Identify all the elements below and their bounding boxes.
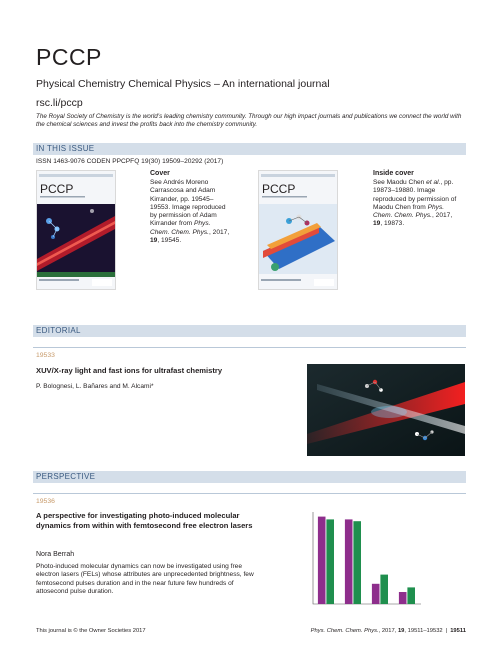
perspective-abstract: Photo-induced molecular dynamics can now be investigated using free electron lasers (FELs) whose attributes are unprecedented brightness, few femtosecond pulses duration and in the near future few hundreds of attosecond pulse duration. bbox=[36, 563, 254, 595]
chart-bar bbox=[326, 519, 334, 604]
issue-info: ISSN 1463-9076 CODEN PPCPFQ 19(30) 19509–20292 (2017) bbox=[36, 158, 224, 165]
footer-copyright: This journal is © the Owner Societies 2017 bbox=[36, 628, 146, 634]
chart-bar bbox=[345, 519, 353, 604]
chart-bar bbox=[353, 521, 361, 604]
journal-url[interactable]: rsc.li/pccp bbox=[36, 97, 83, 109]
journal-logo: PCCP bbox=[36, 44, 102, 70]
editorial-heading: EDITORIAL bbox=[33, 325, 466, 337]
perspective-bar-chart bbox=[307, 508, 425, 608]
editorial-rule bbox=[33, 347, 466, 348]
cover-illustration bbox=[37, 171, 115, 289]
inside-cover-label: Inside cover bbox=[373, 170, 414, 177]
perspective-page-number: 19536 bbox=[36, 498, 55, 505]
editorial-illustration bbox=[307, 364, 465, 456]
perspective-chart bbox=[307, 508, 425, 608]
cover-image bbox=[36, 170, 116, 290]
perspective-authors: Nora Berrah bbox=[36, 551, 75, 558]
editorial-authors: P. Bolognesi, L. Bañares and M. Alcami* bbox=[36, 383, 154, 390]
cover-description: See Andrés Moreno Carrascosa and Adam Kirrander, pp. 19545–19553. Image reproduced by permission of Adam Kirrander from Phys. Chem. Chem. Phys., 2017, 19, 19545. bbox=[150, 179, 230, 245]
perspective-rule bbox=[33, 493, 466, 494]
inside-cover-description: See Maodu Chen et al., pp. 19873–19880. Image reproduced by permission of Maodu Chen from Phys. Chem. Chem. Phys., 2017, 19, 19873. bbox=[373, 179, 457, 228]
rsc-blurb: The Royal Society of Chemistry is the world’s leading chemistry community. Through our high impact journals and publications we connect the world with the chemical sciences and invest the profits back into the chemistry community. bbox=[36, 113, 462, 128]
editorial-title[interactable]: XUV/X-ray light and fast ions for ultrafast chemistry bbox=[36, 366, 223, 375]
inside-cover-logo: PCCP bbox=[262, 182, 296, 196]
perspective-title[interactable]: A perspective for investigating photo-induced molecular dynamics from within with femtosecond free electron lasers bbox=[36, 511, 253, 530]
chart-bar bbox=[372, 584, 380, 604]
inside-cover-illustration bbox=[259, 171, 337, 289]
cover-label: Cover bbox=[150, 170, 170, 177]
inside-cover-image bbox=[258, 170, 338, 290]
chart-bar bbox=[318, 517, 326, 604]
chart-bar bbox=[399, 592, 407, 604]
editorial-graphic bbox=[307, 364, 465, 456]
chart-bar bbox=[407, 587, 415, 604]
footer-citation: Phys. Chem. Chem. Phys., 2017, 19, 19511–19532 | 19511 bbox=[310, 628, 466, 634]
journal-subtitle: Physical Chemistry Chemical Physics – An international journal bbox=[36, 78, 330, 90]
perspective-heading: PERSPECTIVE bbox=[33, 471, 466, 483]
footer-page-number: 19511 bbox=[450, 628, 466, 634]
editorial-page-number: 19533 bbox=[36, 352, 55, 359]
chart-bar bbox=[380, 575, 388, 604]
in-this-issue-heading: IN THIS ISSUE bbox=[33, 143, 466, 155]
cover-logo: PCCP bbox=[40, 182, 74, 196]
